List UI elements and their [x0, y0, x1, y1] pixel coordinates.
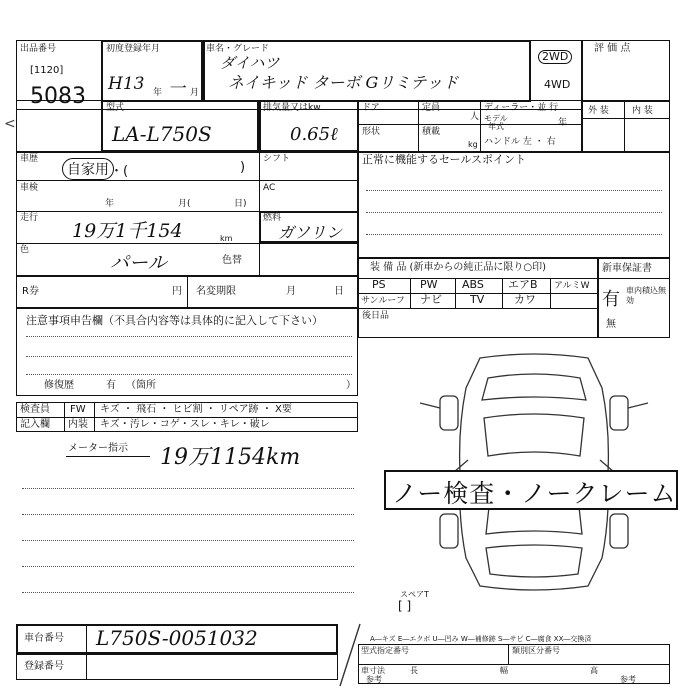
selling-line-2 — [366, 212, 662, 213]
inspector-vdiv-1 — [64, 402, 65, 432]
equip-ps: PS — [372, 278, 386, 291]
drive-4wd: 4WD — [544, 78, 571, 91]
mileage-value: 19万1千154 — [72, 220, 183, 242]
meter-label: メーター指示 — [68, 443, 128, 454]
blank-line-5 — [22, 592, 354, 593]
ac-label: AC — [263, 183, 276, 193]
ext-int-hline — [582, 118, 670, 119]
spare-brackets: [ ] — [398, 599, 412, 613]
first-reg-month-char: 月 — [190, 88, 200, 98]
inspector-hline — [16, 417, 358, 418]
model-value: LA-L750S — [112, 122, 212, 146]
interior-label: 内 装 — [632, 106, 653, 116]
equip-vdiv-1 — [410, 278, 411, 308]
warranty-line — [598, 278, 670, 279]
name-exp-label: 名変期限 — [196, 286, 236, 297]
equip-vdiv-4 — [550, 278, 551, 308]
capacity-unit: 人 — [470, 112, 480, 122]
notes-line-1 — [26, 336, 352, 337]
row-line-1 — [16, 180, 358, 181]
length-label: 長 — [410, 666, 418, 675]
name-grade-label: 車名・グレード — [206, 44, 270, 54]
selling-points-label: 正常に機能するセールスポイント — [362, 153, 527, 166]
inspector-int-items: キズ・汚レ・コゲ・スレ・キレ・破レ — [100, 419, 270, 430]
equip-alloy: アルミW — [554, 281, 590, 291]
disp-value: 0.65ℓ — [290, 124, 338, 145]
maker-value: ダイハツ — [220, 54, 280, 72]
blank-line-3 — [22, 540, 354, 541]
inspector-label-2: 記入欄 — [20, 419, 50, 430]
class-label: 類別区分番号 — [512, 646, 560, 655]
inspection-day: 日) — [234, 199, 247, 209]
dealer-label: ディーラー・並 行 — [484, 103, 559, 113]
meter-underline — [66, 456, 150, 457]
color-label: 色 — [20, 245, 30, 255]
inspector-fw: FW — [70, 404, 86, 415]
selling-line-1 — [366, 190, 662, 191]
shift-vdiv — [259, 152, 260, 212]
first-reg-month: 一 — [168, 79, 185, 99]
mileage-label: 走行 — [20, 213, 39, 223]
year-unit: 年 — [558, 118, 568, 128]
warranty-title: 新車保証書 — [602, 263, 652, 274]
inspector-int: 内装 — [68, 419, 88, 430]
spec-vdiv-1 — [418, 100, 419, 152]
warranty-yes: 有 — [602, 289, 620, 310]
first-reg-label: 初度登録年月 — [106, 44, 161, 54]
warranty-no: 無 — [606, 319, 616, 330]
stamp-text: ノー検査・ノークレーム — [392, 479, 677, 508]
width-label: 幅 — [500, 666, 508, 675]
margin-mark: < — [4, 116, 16, 132]
repair-label: 修復歴 — [44, 380, 74, 391]
notes-line-2 — [26, 356, 352, 357]
inspector-vdiv-2 — [94, 402, 95, 432]
equip-navi: ナビ — [420, 293, 442, 306]
model-year-label: モデル — [484, 114, 508, 123]
equip-pw: PW — [420, 278, 438, 291]
fuel-label: 燃料 — [263, 213, 282, 223]
model-name-value: ネイキッド ターボ Gリミテッド — [228, 73, 459, 92]
lot-sub: [1120] — [30, 65, 64, 76]
reg-label: 登録番号 — [24, 661, 64, 672]
inspector-label-1: 検査員 — [20, 404, 50, 415]
recycle-label: R券 — [22, 286, 39, 297]
equip-airbag: エアB — [508, 278, 538, 291]
handle-label: ハンドル 左 ・ 右 — [484, 137, 556, 147]
notes-title: 注意事項申告欄（不具合内容等は具体的に記入して下さい） — [26, 314, 323, 327]
load-unit: kg — [468, 140, 478, 149]
color-value: パール — [110, 252, 167, 274]
fuel-value: ガソリン — [278, 223, 343, 242]
capacity-label: 定員 — [422, 103, 441, 113]
recycle-yen: 円 — [172, 286, 182, 297]
inspection-month: 月( — [178, 199, 191, 209]
warranty-yes-sub: 車内積込無効 — [626, 286, 666, 305]
reg-box — [16, 654, 338, 680]
inspection-year: 年 — [105, 199, 115, 209]
spare-label: スペアT — [400, 590, 429, 599]
lot-label: 出品番号 — [20, 44, 57, 54]
blank-line-1 — [22, 488, 354, 489]
cert-label: 型式指定番号 — [361, 646, 409, 655]
model-year-label2: 年式 — [488, 122, 504, 131]
meter-value: 19万1154km — [160, 445, 301, 470]
disp-label: 排気量又はkw — [263, 103, 321, 113]
repair-value: 有 — [106, 380, 116, 391]
exterior-label: 外 装 — [588, 106, 609, 116]
dims-label: 車寸法 — [361, 666, 385, 675]
row-line-3 — [16, 243, 358, 244]
first-reg-year-char: 年 — [153, 88, 163, 98]
history-suffix: ・( — [110, 164, 129, 179]
equipment-title: 装 備 品 (新車からの純正品に限り○印) — [370, 262, 547, 273]
lot-number: 5083 — [30, 84, 86, 109]
blank-line-2 — [22, 514, 354, 515]
inspector-fw-items: キズ ・ 飛石 ・ ヒビ割 ・ リペア跡 ・ X要 — [100, 404, 292, 415]
equip-tv: TV — [470, 293, 485, 306]
cert-vdiv — [508, 644, 509, 664]
selling-line-3 — [366, 234, 662, 235]
ref-1: 参考 — [366, 675, 382, 684]
chassis-label: 車台番号 — [24, 633, 64, 644]
history-close: ) — [240, 160, 246, 175]
repair-place-close: ） — [346, 380, 356, 391]
name-exp-month: 月 — [286, 286, 296, 297]
score-label: 評 価 点 — [594, 43, 631, 54]
first-reg-value: H13 — [108, 74, 145, 94]
spec-vdiv-2 — [480, 100, 481, 152]
load-label: 積載 — [422, 127, 441, 137]
ref-2: 参考 — [620, 675, 636, 684]
name-exp-day: 日 — [334, 286, 344, 297]
history-value: 自家用 — [62, 158, 114, 180]
doors-label: ドア — [362, 103, 380, 113]
shape-label: 形状 — [362, 127, 381, 137]
blank-line-4 — [22, 566, 354, 567]
drive-2wd: 2WD — [538, 50, 572, 64]
equip-line-3 — [358, 308, 598, 309]
aftermarket-label: 後日品 — [362, 311, 390, 321]
cert-hline — [358, 664, 670, 665]
damage-legend: A―キズ E―エクボ U―凹み W―補修跡 S―サビ C―腐食 XX―交換済 — [370, 635, 592, 643]
chassis-value: L750S-0051032 — [96, 626, 258, 650]
history-label: 車歴 — [20, 154, 39, 164]
shift-label: シフト — [263, 154, 291, 164]
ext-int-div — [624, 100, 625, 152]
mileage-unit: km — [220, 234, 233, 243]
equip-abs: ABS — [462, 278, 484, 291]
spec-divider — [359, 124, 582, 125]
equip-leather: カワ — [514, 293, 536, 306]
repair-place-label: （箇所 — [126, 380, 156, 391]
inspection-label: 車検 — [20, 183, 39, 193]
equip-vdiv-3 — [502, 278, 503, 308]
color-vdiv — [259, 243, 260, 276]
color-code-label: 色替 — [222, 255, 242, 266]
selling-points-box — [358, 152, 670, 258]
height-label: 高 — [590, 666, 598, 675]
recycle-vdiv — [187, 276, 188, 308]
notes-line-3 — [26, 374, 352, 375]
equip-vdiv-2 — [455, 278, 456, 308]
model-label: 型式 — [106, 103, 125, 113]
equip-sunroof: サンルーフ — [361, 296, 405, 306]
